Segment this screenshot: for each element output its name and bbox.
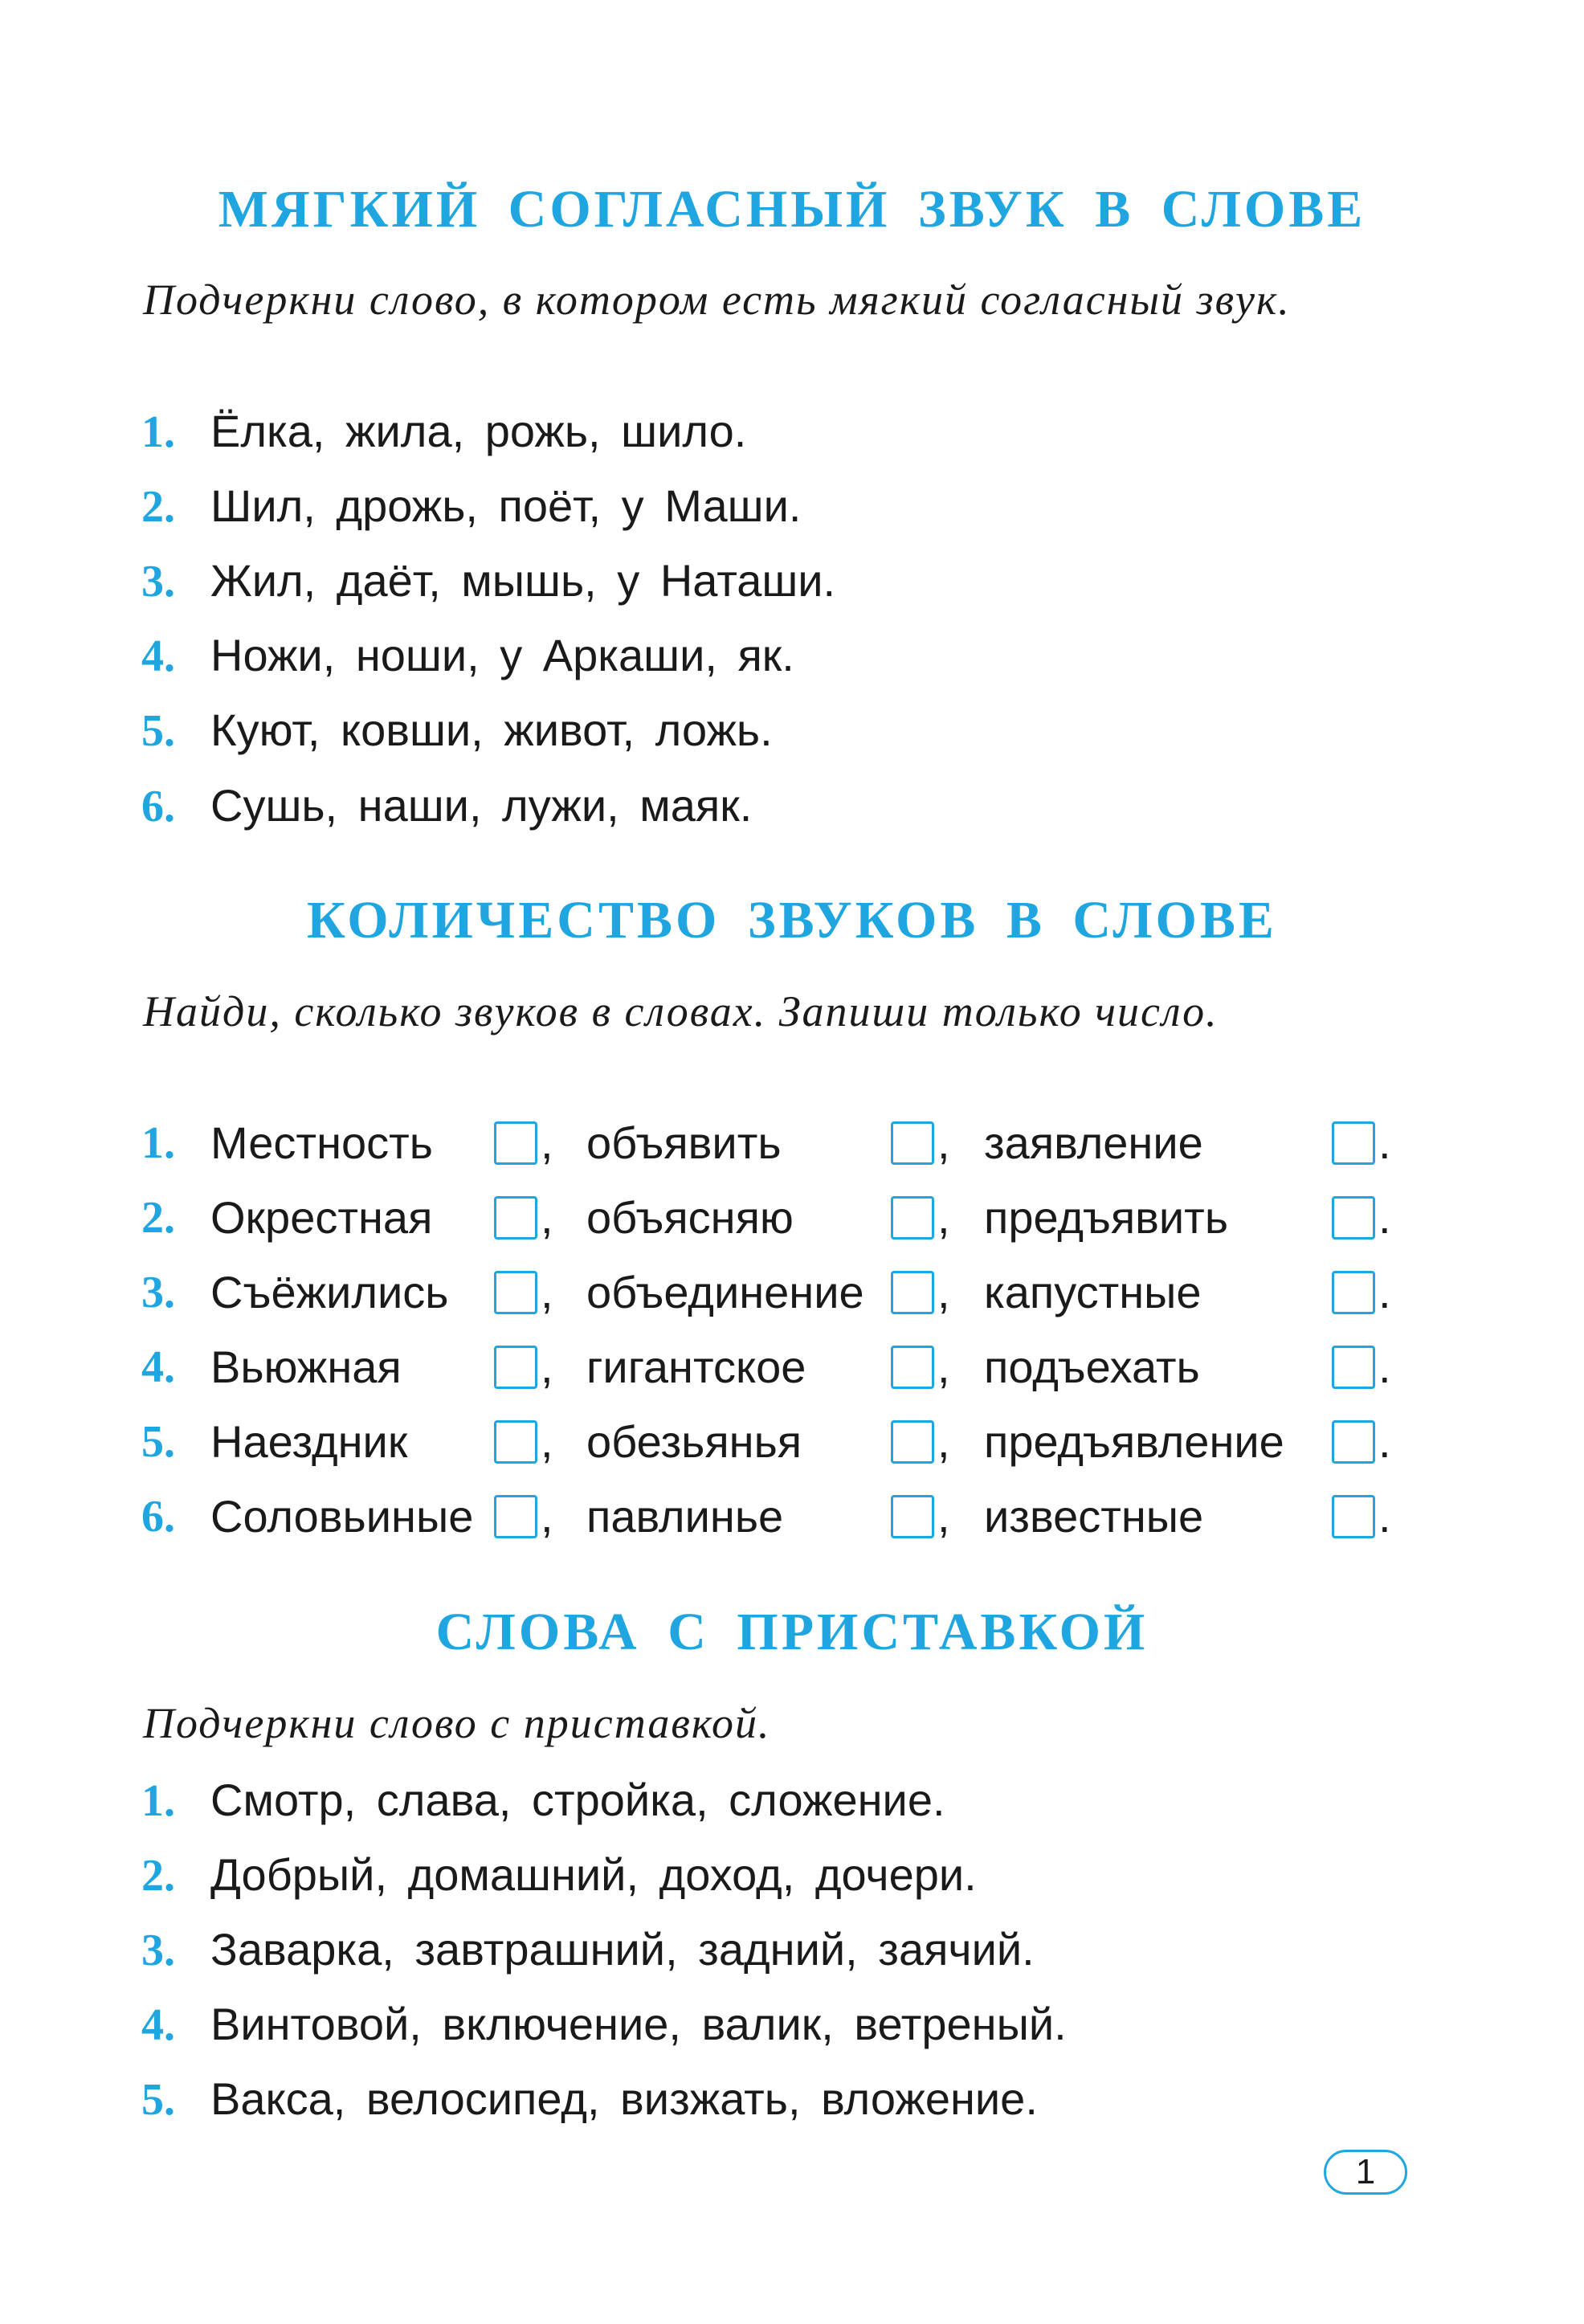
item-number: 2. [141, 482, 175, 532]
item-text: Куют, ковши, живот, ложь. [210, 705, 773, 755]
item-text: Добрый, домашний, доход, дочери. [210, 1849, 977, 1900]
word: обезьянья [586, 1416, 802, 1467]
answer-box[interactable] [1332, 1271, 1375, 1314]
item-text: Винтовой, включение, валик, ветреный. [210, 1999, 1067, 2049]
list-item [141, 2071, 1038, 2127]
word: подъехать [984, 1342, 1200, 1392]
separator: . [1378, 1491, 1391, 1542]
separator: . [1378, 1192, 1391, 1243]
answer-box[interactable] [891, 1495, 934, 1538]
answer-box[interactable] [1332, 1196, 1375, 1240]
word: известные [984, 1491, 1204, 1542]
separator: . [1378, 1416, 1391, 1467]
word: павлинье [586, 1491, 784, 1542]
separator: , [541, 1491, 553, 1542]
item-number: 4. [141, 2000, 175, 2050]
item-number: 5. [141, 1417, 175, 1467]
word: объясняю [586, 1192, 794, 1243]
list-item [141, 627, 794, 684]
answer-box[interactable] [891, 1346, 934, 1389]
item-text: Жил, даёт, мышь, у Наташи. [210, 555, 836, 606]
section2-heading: КОЛИЧЕСТВО ЗВУКОВ В СЛОВЕ [307, 891, 1277, 950]
separator: , [541, 1267, 553, 1317]
word: капустные [984, 1267, 1202, 1317]
word: Вьюжная [210, 1342, 402, 1392]
item-text: Шил, дрожь, поёт, у Маши. [210, 480, 802, 531]
item-number: 1. [141, 1776, 175, 1826]
list-item [141, 1847, 977, 1903]
section3-instruction: Подчеркни слово с приставкой. [143, 1699, 771, 1747]
list-item [141, 403, 746, 459]
item-number: 6. [141, 1492, 175, 1542]
word: Окрестная [210, 1192, 433, 1243]
list-item [141, 478, 801, 534]
word: Наездник [210, 1416, 408, 1467]
section1-instruction: Подчеркни слово, в котором есть мягкий согласный звук. [143, 276, 1291, 324]
item-text: Ёлка, жила, рожь, шило. [210, 406, 747, 456]
word: объявить [586, 1117, 782, 1168]
item-number: 2. [141, 1851, 175, 1901]
word: гигантское [586, 1342, 806, 1392]
separator: . [1378, 1267, 1391, 1317]
separator: , [541, 1416, 553, 1467]
separator: , [937, 1117, 950, 1168]
answer-box[interactable] [1332, 1121, 1375, 1165]
separator: , [937, 1267, 950, 1317]
answer-box[interactable] [494, 1271, 537, 1314]
word: заявление [984, 1117, 1203, 1168]
separator: , [541, 1117, 553, 1168]
answer-box[interactable] [494, 1420, 537, 1464]
section2-instruction: Найди, сколько звуков в словах. Запиши только число. [143, 987, 1219, 1035]
answer-box[interactable] [1332, 1420, 1375, 1464]
word: Съёжились [210, 1267, 449, 1317]
list-item [141, 702, 773, 758]
answer-box[interactable] [891, 1271, 934, 1314]
word: объединение [586, 1267, 864, 1317]
answer-box[interactable] [891, 1121, 934, 1165]
item-text: Ножи, ноши, у Аркаши, як. [210, 630, 794, 680]
separator: , [937, 1192, 950, 1243]
item-text: Вакса, велосипед, визжать, вложение. [210, 2073, 1038, 2124]
list-item [141, 1996, 1067, 2052]
answer-box[interactable] [494, 1346, 537, 1389]
separator: , [937, 1491, 950, 1542]
answer-box[interactable] [891, 1196, 934, 1240]
separator: , [937, 1416, 950, 1467]
answer-box[interactable] [494, 1196, 537, 1240]
list-item [141, 553, 835, 609]
answer-box[interactable] [1332, 1495, 1375, 1538]
list-item [141, 778, 752, 834]
answer-box[interactable] [891, 1420, 934, 1464]
answer-box[interactable] [1332, 1346, 1375, 1389]
list-item [141, 1922, 1035, 1978]
item-text: Смотр, слава, стройка, сложение. [210, 1775, 945, 1825]
word: Местность [210, 1117, 433, 1168]
page-number: 1 [1324, 2150, 1407, 2195]
item-number: 6. [141, 782, 175, 831]
separator: . [1378, 1117, 1391, 1168]
item-number: 3. [141, 1268, 175, 1317]
item-number: 3. [141, 557, 175, 607]
word: предъявление [984, 1416, 1284, 1467]
answer-box[interactable] [494, 1121, 537, 1165]
separator: , [937, 1342, 950, 1392]
word: предъявить [984, 1192, 1229, 1243]
separator: , [541, 1192, 553, 1243]
separator: . [1378, 1342, 1391, 1392]
item-text: Заварка, завтрашний, задний, заячий. [210, 1924, 1035, 1975]
item-number: 4. [141, 631, 175, 681]
item-number: 1. [141, 407, 175, 457]
section1-heading: МЯГКИЙ СОГЛАСНЫЙ ЗВУК В СЛОВЕ [218, 180, 1366, 239]
item-text: Сушь, наши, лужи, маяк. [210, 780, 753, 831]
item-number: 5. [141, 2075, 175, 2125]
item-number: 2. [141, 1193, 175, 1243]
word: Соловьиные [210, 1491, 474, 1542]
separator: , [541, 1342, 553, 1392]
item-number: 4. [141, 1342, 175, 1392]
section3-heading: СЛОВА С ПРИСТАВКОЙ [435, 1603, 1149, 1661]
item-number: 3. [141, 1926, 175, 1975]
item-number: 5. [141, 706, 175, 756]
list-item [141, 1772, 945, 1828]
answer-box[interactable] [494, 1495, 537, 1538]
item-number: 1. [141, 1118, 175, 1168]
